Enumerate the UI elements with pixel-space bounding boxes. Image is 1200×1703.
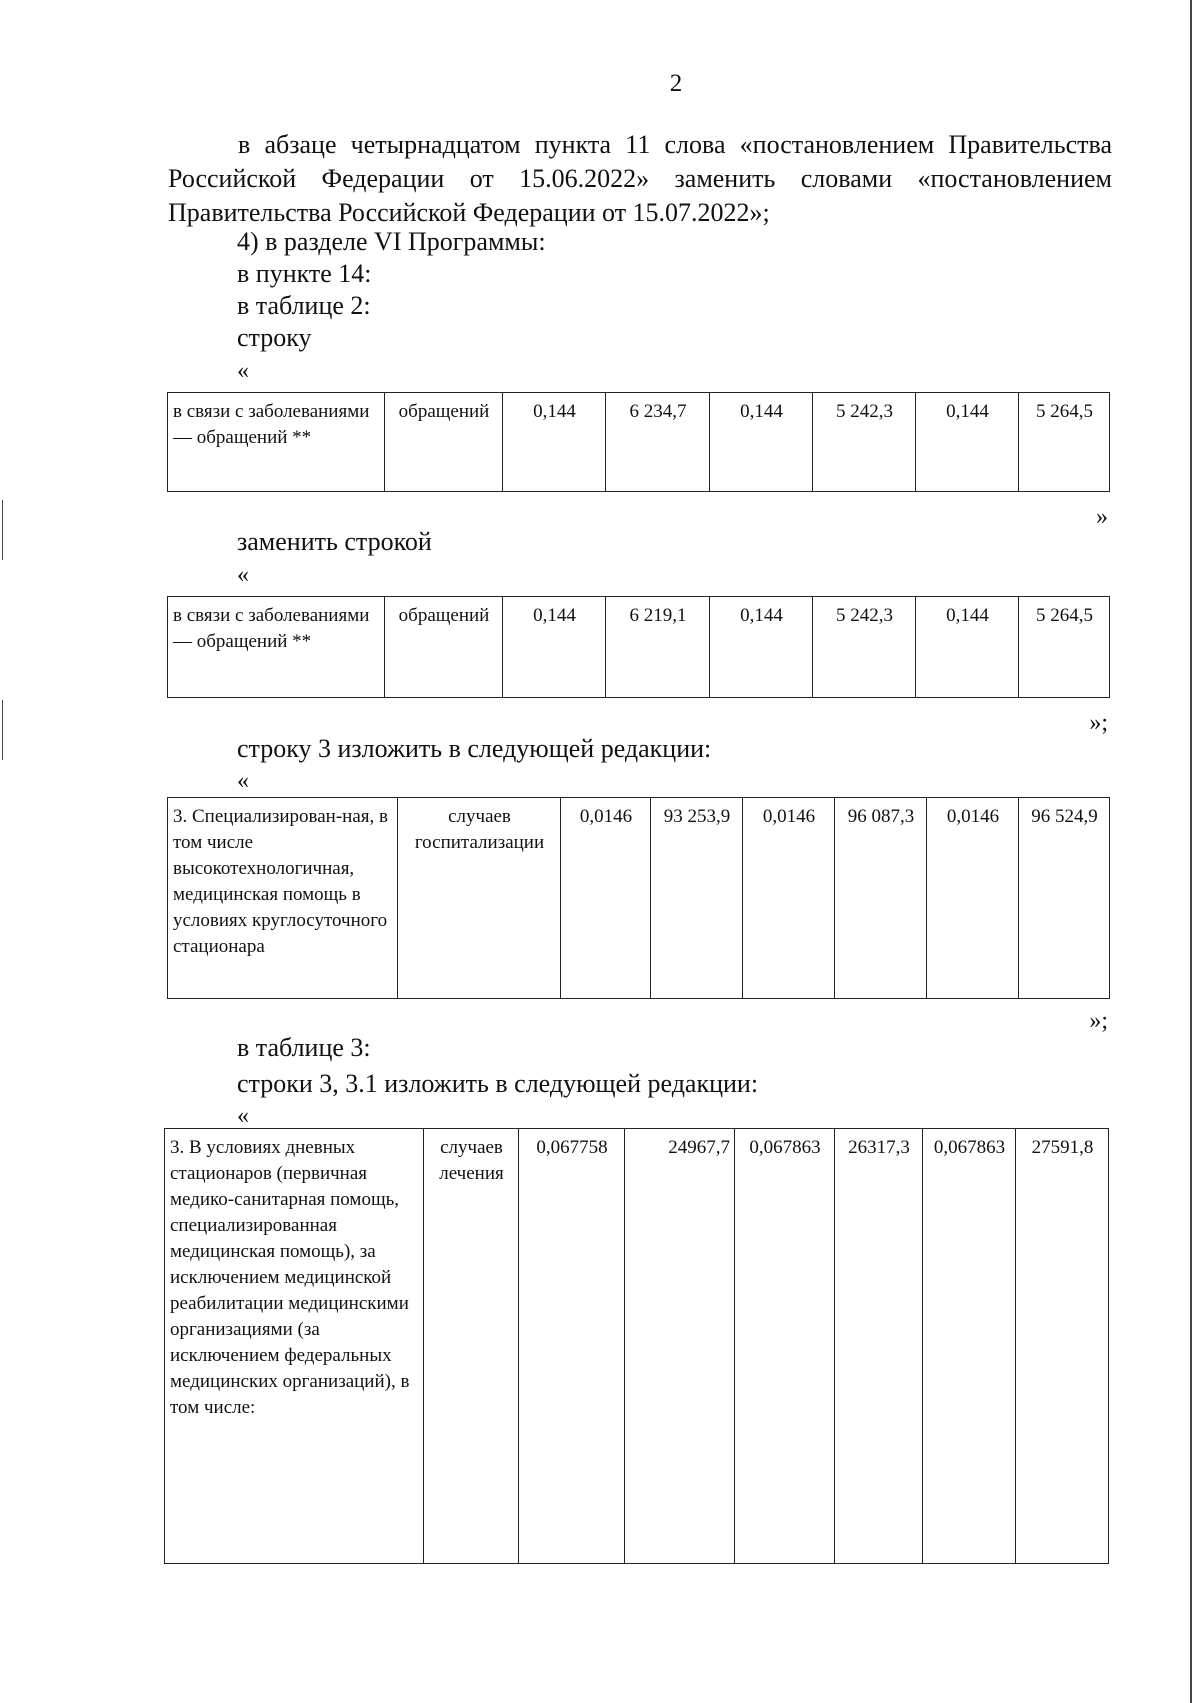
value-cell: 0,067863 — [735, 1129, 835, 1564]
value-cell: 0,144 — [710, 393, 813, 492]
row-label-cell: 3. В условиях дневных стационаров (первичная медико-санитарная помощь, специализированная медицинская помощь), за исключением медицинской реабилитации медицинскими организациями (за исключением федеральных медицинских организаций), в том числе: — [165, 1129, 424, 1564]
replace-with-line: заменить строкой — [237, 527, 432, 556]
intro-paragraph: в абзаце четырнадцатом пункта 11 слова «постановлением Правительства Российской Федерации от 15.06.2022» заменить словами «постановлением Правительства Российской Федерации от 15.07.2022»; — [168, 130, 1112, 227]
value-cell: 6 234,7 — [606, 393, 710, 492]
table-new-row — [167, 596, 1110, 698]
value-cell: 0,0146 — [927, 798, 1019, 999]
scan-edge-mark — [2, 500, 3, 560]
section-line: 4) в разделе VI Программы: — [237, 227, 546, 256]
row-label-cell: в связи с заболеваниями — обращений ** — [168, 597, 385, 698]
value-cell: 5 264,5 — [1019, 597, 1110, 698]
table-row — [165, 1129, 1109, 1564]
table2-line: в таблице 2: — [237, 291, 371, 320]
table-row — [168, 393, 1110, 492]
value-cell: 5 264,5 — [1019, 393, 1110, 492]
quote-close: »; — [1089, 710, 1108, 736]
value-cell: 0,0146 — [561, 798, 651, 999]
value-cell: 93 253,9 — [651, 798, 743, 999]
table-row — [168, 798, 1110, 999]
row-label-cell: 3. Специализирован-ная, в том числе высокотехнологичная, медицинская помощь в условиях круглосуточного стационара — [168, 798, 398, 999]
value-cell: 0,144 — [710, 597, 813, 698]
value-cell: 26317,3 — [835, 1129, 923, 1564]
value-cell: 6 219,1 — [606, 597, 710, 698]
value-cell: 0,144 — [916, 393, 1019, 492]
quote-open: « — [237, 1103, 249, 1129]
quote-close: » — [1096, 504, 1108, 530]
value-cell: 0,144 — [503, 393, 606, 492]
unit-cell: обращений — [385, 597, 503, 698]
unit-cell: обращений — [385, 393, 503, 492]
scan-edge-mark — [2, 700, 3, 760]
scan-edge-line — [1190, 0, 1192, 1703]
quote-open: « — [237, 562, 249, 588]
value-cell: 5 242,3 — [813, 597, 916, 698]
table-row3 — [167, 797, 1110, 999]
point-line: в пункте 14: — [237, 259, 372, 288]
value-cell: 24967,7 — [625, 1129, 735, 1564]
page-number: 2 — [669, 70, 683, 97]
quote-close: »; — [1089, 1008, 1108, 1034]
value-cell: 0,0146 — [743, 798, 835, 999]
value-cell: 0,144 — [916, 597, 1019, 698]
value-cell: 0,067863 — [923, 1129, 1016, 1564]
row-word-line: строку — [237, 323, 312, 352]
value-cell: 96 087,3 — [835, 798, 927, 999]
row-label-cell: в связи с заболеваниями — обращений ** — [168, 393, 385, 492]
value-cell: 96 524,9 — [1019, 798, 1110, 999]
unit-cell: случаев госпитализации — [398, 798, 561, 999]
quote-open: « — [237, 768, 249, 794]
table-old-row — [167, 392, 1110, 492]
quote-open: « — [237, 358, 249, 384]
table-row — [168, 597, 1110, 698]
table-t3-row — [164, 1128, 1109, 1564]
row3-edit-line: строку 3 изложить в следующей редакции: — [237, 734, 712, 763]
value-cell: 0,144 — [503, 597, 606, 698]
rows-edit-line: строки 3, 3.1 изложить в следующей редакции: — [237, 1069, 759, 1098]
table3-line: в таблице 3: — [237, 1033, 371, 1062]
value-cell: 0,067758 — [519, 1129, 625, 1564]
value-cell: 5 242,3 — [813, 393, 916, 492]
value-cell: 27591,8 — [1016, 1129, 1109, 1564]
unit-cell: случаев лечения — [424, 1129, 519, 1564]
